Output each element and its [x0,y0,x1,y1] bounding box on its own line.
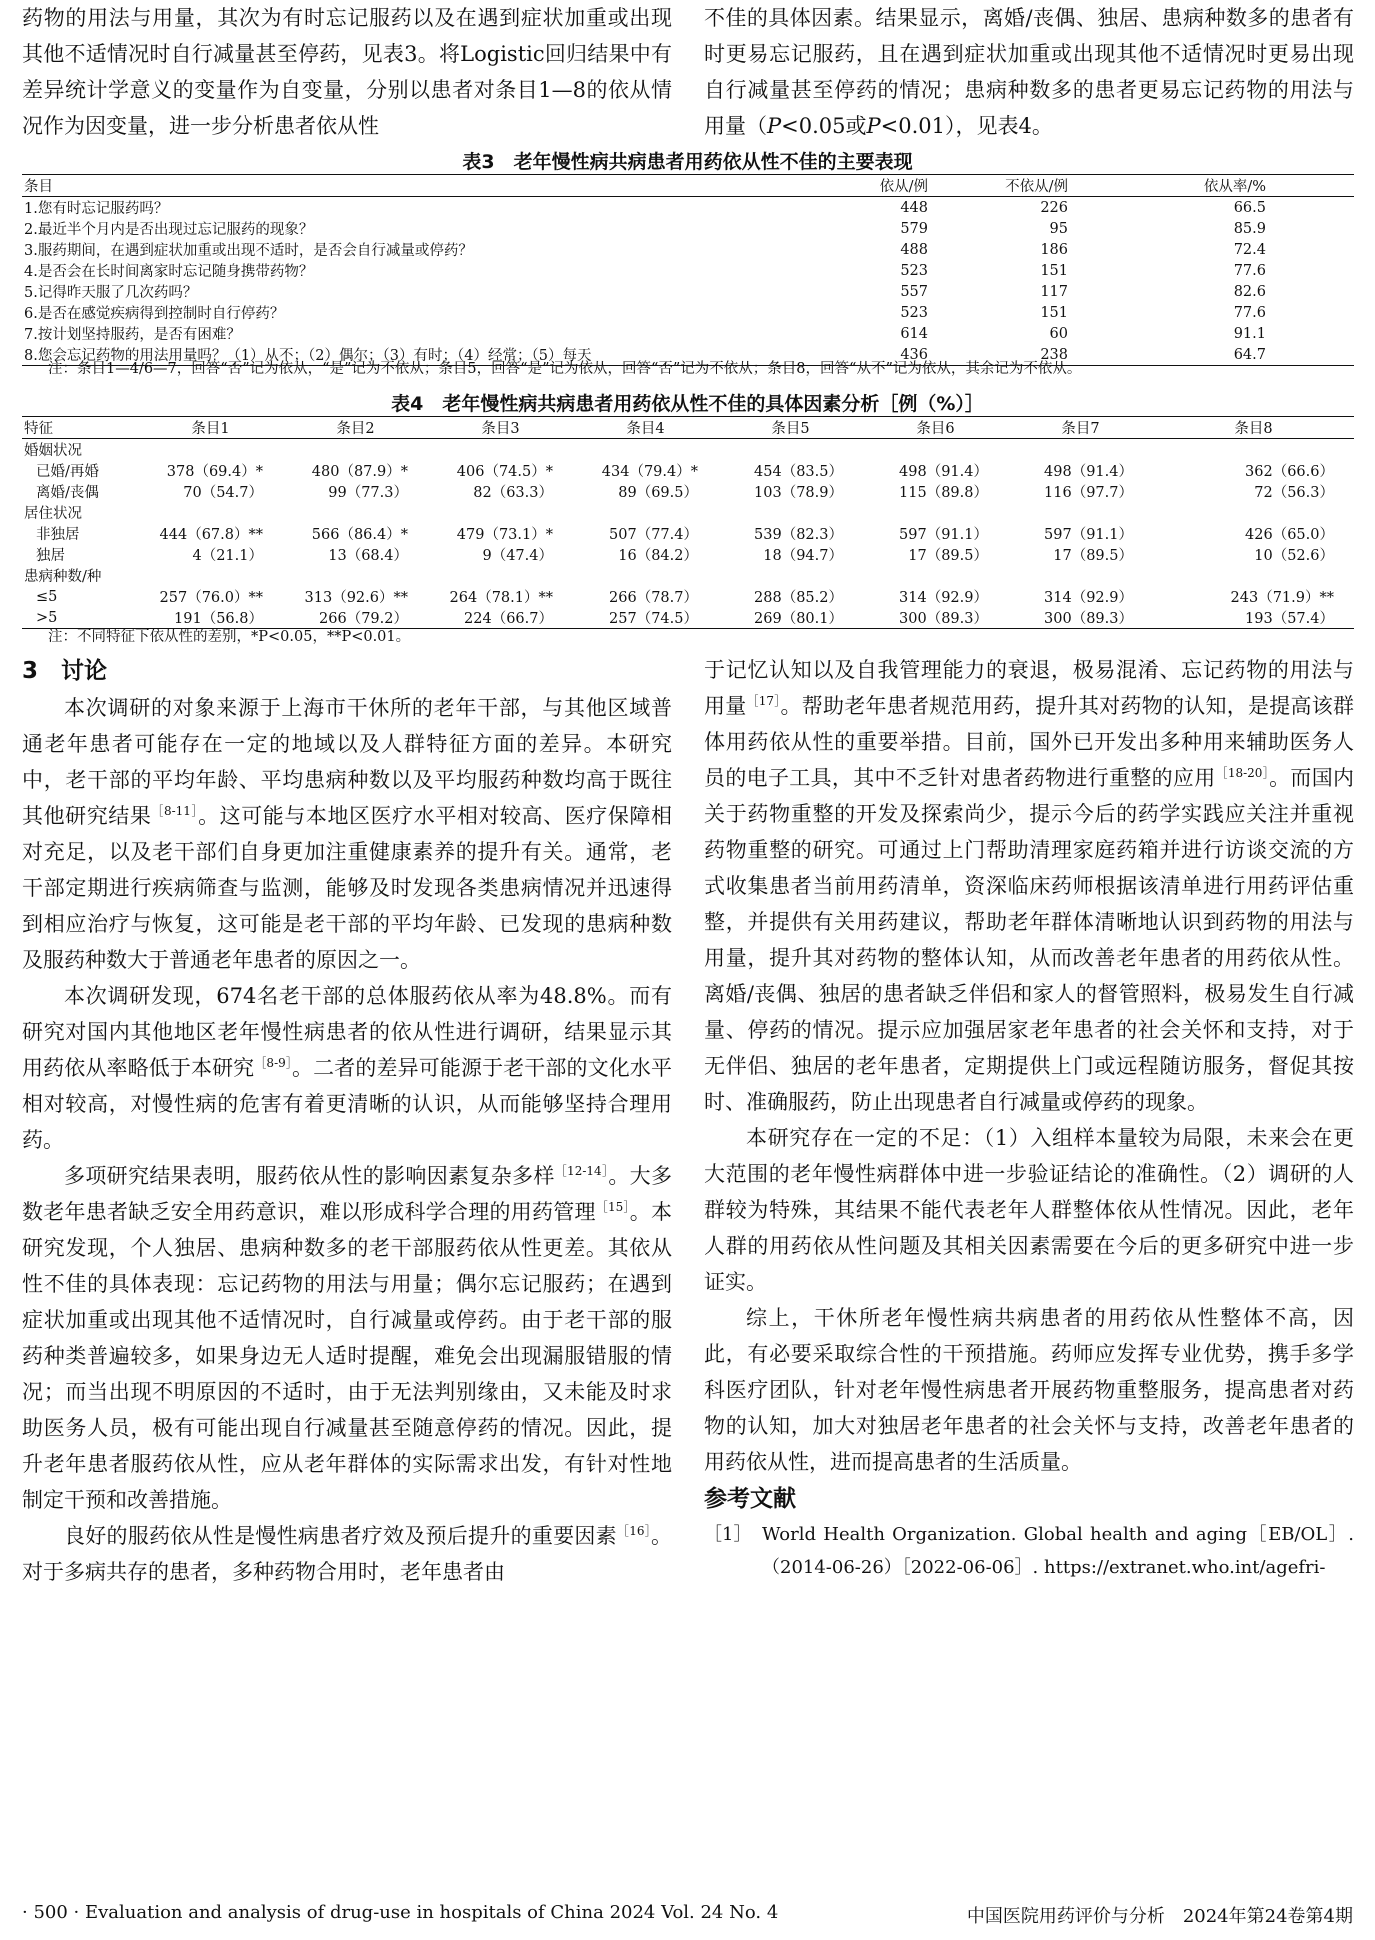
table-cell-value [718,502,863,523]
table-cell-value: 288（85.2） [754,590,843,606]
table-cell-value: 10（52.6） [1254,548,1334,564]
table-cell-value: 85.9 [1233,220,1266,237]
table-row [22,260,1354,281]
table-cell-value: 64.7 [1233,346,1266,363]
table-row [22,481,1354,502]
body-paragraph: 良好的服药依从性是慢性病患者疗效及预后提升的重要因素$^{[16]}$。对于多病共存的患者，多种药物合用时，老年患者由 [22,1524,672,1584]
table-row [22,239,1354,260]
table-cell-value [718,565,863,586]
table-cell-value [573,502,718,523]
table-cell-value: 77.6 [1233,262,1266,279]
column-header: 条目6 [916,421,955,437]
table-cell-value: 498（91.4） [1044,464,1133,480]
table-cell-value: 72.4 [1233,241,1266,258]
column-header: 条目7 [1061,421,1100,437]
body-paragraph: 综上，干休所老年慢性病共病患者的用药依从性整体不高，因此，有必要采取综合性的干预措施。药师应发挥专业优势，携手多学科医疗团队，针对老年慢性病患者开展药物重整服务，提高患者对药物的认知，加大对独居老年患者的社会关怀与支持，改善老年患者的用药依从性，进而提高患者的生活质量。 [704,1306,1354,1474]
table3-caption: 表3 老年慢性病共病患者用药依从性不佳的主要表现 [462,151,913,173]
table-cell-value: 60 [1049,325,1068,342]
table-cell-value: 16（84.2） [618,548,698,564]
table-header-row [22,175,1354,197]
table-cell-value [138,502,283,523]
table-cell-value [573,439,718,461]
table-cell-value [428,439,573,461]
table-cell-value [1008,565,1153,586]
column-header: 条目8 [1234,421,1273,437]
discussion-right-column [704,652,1354,1584]
table-cell-value: 82（63.3） [473,485,553,501]
table-cell-value: 479（73.1）* [456,527,553,543]
table4-note: 注：不同特征下依从性的差别，*P<0.05，**P<0.01。 [48,629,411,645]
column-header: 条目2 [336,421,375,437]
table-cell-value [283,439,428,461]
table-cell-value: 597（91.1） [1044,527,1133,543]
table-cell-value: 18（94.7） [763,548,843,564]
table-cell-value: 300（89.3） [1044,611,1133,627]
table-cell-value: 264（78.1）** [449,590,553,606]
table-row-label: 居住状况 [24,506,82,522]
table-cell-value: 362（66.6） [1245,464,1334,480]
table-row [22,302,1354,323]
table-cell-value: 191（56.8） [174,611,263,627]
table4-caption: 表4 老年慢性病共病患者用药依从性不佳的具体因素分析［例（%）］ [391,393,984,415]
table-cell-value: 17（89.5） [1053,548,1133,564]
table-cell-value: 89（69.5） [618,485,698,501]
table-row [22,281,1354,302]
table-cell-value: 72（56.3） [1254,485,1334,501]
body-paragraph: 药物的用法与用量，其次为有时忘记服药以及在遇到症状加重或出现其他不适情况时自行减量甚至停药，见表3。将Logistic回归结果中有差异统计学意义的变量作为自变量，分别以患者对条目1—8的依从情况作为因变量，进一步分析患者依从性 [22,6,672,138]
table-row-label: 已婚/再婚 [36,464,99,480]
column-header: 不依从/例 [1005,179,1068,195]
column-header: 特征 [24,421,53,437]
table-cell-value: 566（86.4）* [311,527,408,543]
table-cell-value [863,565,1008,586]
table-cell-value: 193（57.4） [1245,611,1334,627]
table-cell-value: 507（77.4） [609,527,698,543]
table-cell-value: 614 [900,325,928,342]
table-cell-value: 480（87.9）* [311,464,408,480]
table-row-label: 患病种数/种 [24,569,102,585]
column-header: 条目3 [481,421,520,437]
table-row [22,544,1354,565]
table-row [22,218,1354,239]
table-cell-value: 448 [900,199,928,216]
footer-left: · 500 · Evaluation and analysis of drug-use in hospitals of China 2024 Vol. 24 No. 4 [22,1902,779,1923]
table-group-row [22,565,1354,586]
table-cell-value: 314（92.9） [899,590,988,606]
table-row-label: 婚姻状况 [24,443,82,459]
table-cell-value: 9（47.4） [482,548,553,564]
table-cell-value: 151 [1040,262,1068,279]
column-header: 条目1 [191,421,230,437]
table3 [22,174,1354,366]
table-cell-value: 70（54.7） [183,485,263,501]
table-cell-value: 186 [1040,241,1068,258]
body-paragraph: 本次调研发现，674名老干部的总体服药依从率为48.8%。而有研究对国内其他地区老年慢性病患者的依从性进行调研，结果显示其用药依从率略低于本研究$^{[8-9]}$。二者的差异可能源于老干部的文化水平相对较高，对慢性病的危害有着更清晰的认识，从而能够坚持合理用药。 [22,984,673,1152]
column-header: 条目5 [771,421,810,437]
table-cell-value [138,439,283,461]
table-row [22,523,1354,544]
table-cell-value [428,565,573,586]
table-cell-value: 434（79.4）* [601,464,698,480]
body-paragraph: 多项研究结果表明，服药依从性的影响因素复杂多样$^{[12-14]}$。大多数老年患者缺乏安全用药意识，难以形成科学合理的用药管理$^{[15]}$。本研究发现，个人独居、患病种数多的老干部服药依从性更差。其依从性不佳的具体表现：忘记药物的用法与用量；偶尔忘记服药；在遇到症状加重或出现其他不适情况时，自行减量或停药。由于老干部的服药种类普遍较多，如果身边无人适时提醒，难免会出现漏服错服的情况；而当出现不明原因的不适时，由于无法判别缘由，又未能及时求助医务人员，极有可能出现自行减量甚至随意停药的情况。因此，提升老年患者服药依从性，应从老年群体的实际需求出发，有针对性地制定干预和改善措施。 [22,1164,673,1512]
footer-right: 中国医院用药评价与分析 2024年第24卷第4期 [966,1906,1353,1927]
table-row-label: 非独居 [36,527,80,543]
table-cell-value: 257（74.5） [609,611,698,627]
body-paragraph: 于记忆认知以及自我管理能力的衰退，极易混淆、忘记药物的用法与用量$^{[17]}$。帮助老年患者规范用药，提升其对药物的认知，是提高该群体用药依从性的重要举措。目前，国外已开发出多种用来辅助医务人员的电子工具，其中不乏针对患者药物进行重整的应用$^{[18-20]}$。而国内关于药物重整的开发及探索尚少，提示今后的药学实践应关注并重视药物重整的研究。可通过上门帮助清理家庭药箱并进行访谈交流的方式收集患者当前用药清单，资深临床药师根据该清单进行用药评估重整，并提供有关用药建议，帮助老年群体清晰地认识到药物的用法与用量，提升其对药物的整体认知，从而改善老年患者的用药依从性。离婚/丧偶、独居的患者缺乏伴侣和家人的督管照料，极易发生自行减量、停药的情况。提示应加强居家老年患者的社会关怀和支持，对于无伴侣、独居的老年患者，定期提供上门或远程随访服务，督促其按时、准确服药，防止出现患者自行减量或停药的现象。 [704,658,1355,1114]
table-row [22,197,1354,219]
table-cell-value: 523 [900,304,928,321]
table-cell-value: 266（79.2） [319,611,408,627]
table-cell-value: 378（69.4）* [166,464,263,480]
table-header-row [22,417,1354,439]
table-cell-value: 266（78.7） [609,590,698,606]
table-cell-value: 91.1 [1233,325,1266,342]
table-cell-value: 539（82.3） [754,527,843,543]
table-cell-value: 426（65.0） [1245,527,1334,543]
table-cell-value: 243（71.9）** [1230,590,1334,606]
reference-item [704,1518,1354,1584]
table-cell-item: 1.您有时忘记服药吗？ [24,201,169,217]
table-cell-item: 2.最近半个月内是否出现过忘记服药的现象？ [24,222,314,238]
table-cell-value: 498（91.4） [899,464,988,480]
table-cell-value: 257（76.0）** [159,590,263,606]
table-cell-item: 5.记得昨天服了几次药吗？ [24,285,198,301]
discussion-left-column [22,652,672,1590]
references-heading: 参考文献 [704,1486,796,1512]
table-row [22,460,1354,481]
table-cell-value: 224（66.7） [464,611,553,627]
table-cell-value: 103（78.9） [754,485,843,501]
table-row-label: ≤5 [36,588,58,605]
column-header: 条目4 [626,421,665,437]
top-right-column [704,0,1354,144]
table-cell-value: 17（89.5） [908,548,988,564]
table-row [22,323,1354,344]
table4 [22,416,1354,629]
table-cell-value: 488 [900,241,928,258]
column-header: 依从率/% [1203,179,1266,195]
table-cell-value: 117 [1040,283,1068,300]
table-cell-value [138,565,283,586]
table-cell-value: 13（68.4） [328,548,408,564]
table-cell-item: 4.是否会在长时间离家时忘记随身携带药物？ [24,264,314,280]
table-cell-value: 82.6 [1233,283,1266,300]
table-cell-value [1153,439,1354,461]
table-cell-value [718,439,863,461]
table-cell-value [863,502,1008,523]
table-cell-value: 406（74.5）* [456,464,553,480]
table-cell-value: 597（91.1） [899,527,988,543]
body-paragraph: 本研究存在一定的不足：（1）入组样本量较为局限，未来会在更大范围的老年慢性病群体中进一步验证结论的准确性。（2）调研的人群较为特殊，其结果不能代表老年人群整体依从性情况。因此，老年人群的用药依从性问题及其相关因素需要在今后的更多研究中进一步证实。 [704,1126,1354,1294]
table-row-label: 离婚/丧偶 [36,485,99,501]
table-cell-value: 77.6 [1233,304,1266,321]
table-cell-value: 4（21.1） [192,548,263,564]
table-cell-item: 6.是否在感觉疾病得到控制时自行停药？ [24,306,285,322]
table-cell-value: 300（89.3） [899,611,988,627]
table-cell-value: 444（67.8）** [159,527,263,543]
top-left-column [22,0,672,144]
table-cell-value: 116（97.7） [1044,485,1133,501]
table-cell-value: 269（80.1） [754,611,843,627]
table-cell-value: 454（83.5） [754,464,843,480]
table-row-label: 独居 [36,548,65,564]
table-cell-value: 579 [900,220,928,237]
table-group-row [22,439,1354,461]
table-cell-value: 95 [1049,220,1068,237]
table-cell-value [428,502,573,523]
reference-text: World Health Organization. Global health and aging［EB/OL］.（2014-06-26）［2022-06-06］. https://extranet.who.int/agefri- [762,1524,1354,1578]
column-header: 依从/例 [879,179,928,195]
table-cell-value: 314（92.9） [1044,590,1133,606]
table-row-label: >5 [36,609,58,626]
table3-note: 注：条目1—4/6—7，回答“否”记为依从，“是”记为不依从；条目5，回答“是”记为依从，回答“否”记为不依从；条目8，回答“从不”记为依从，其余记为不依从。 [48,361,1082,377]
table-cell-value: 99（77.3） [328,485,408,501]
table-cell-value [1008,439,1153,461]
table-row [22,586,1354,607]
table-cell-item: 3.服药期间，在遇到症状加重或出现不适时，是否会自行减量或停药？ [24,243,473,259]
table-cell-value: 115（89.8） [899,485,988,501]
table-cell-value [283,502,428,523]
table-cell-value [283,565,428,586]
body-paragraph: 本次调研的对象来源于上海市干休所的老年干部，与其他区域普通老年患者可能存在一定的地域以及人群特征方面的差异。本研究中，老干部的平均年龄、平均患病种数以及平均服药种数均高于既往其他研究结果$^{[8-11]}$。这可能与本地区医疗水平相对较高、医疗保障相对充足，以及老干部们自身更加注重健康素养的提升有关。通常，老干部定期进行疾病筛查与监测，能够及时发现各类患病情况并迅速得到相应治疗与恢复，这可能是老干部的平均年龄、已发现的患病种数及服药种数大于普通老年患者的原因之一。 [22,696,672,972]
table-cell-item: 8.您会忘记药物的用法用量吗？（1）从不；（2）偶尔；（3）有时；（4）经常；（5）每天 [24,348,592,364]
table-cell-value: 313（92.6）** [304,590,408,606]
table-cell-value: 557 [900,283,928,300]
table-group-row [22,502,1354,523]
table-cell-value [863,439,1008,461]
table-cell-value: 151 [1040,304,1068,321]
reference-number: ［1］ [704,1524,752,1545]
table-cell-value [1153,565,1354,586]
body-paragraph: 不佳的具体因素。结果显示，离婚/丧偶、独居、患病种数多的患者有时更易忘记服药，且在遇到症状加重或出现其他不适情况时更易出现自行减量甚至停药的情况；患病种数多的患者更易忘记药物的用法与用量（P<0.05或P<0.01），见表4。 [704,6,1354,138]
section-heading: 3 讨论 [22,658,108,684]
table-cell-value: 238 [1040,346,1068,363]
table-cell-value [1008,502,1153,523]
table-cell-value [573,565,718,586]
table-cell-value [1153,502,1354,523]
column-header: 条目 [24,179,53,195]
table-cell-value: 226 [1040,199,1068,216]
table-cell-item: 7.按计划坚持服药，是否有困难？ [24,327,241,343]
table-cell-value: 436 [900,346,928,363]
table-cell-value: 523 [900,262,928,279]
table-cell-value: 66.5 [1233,199,1266,216]
